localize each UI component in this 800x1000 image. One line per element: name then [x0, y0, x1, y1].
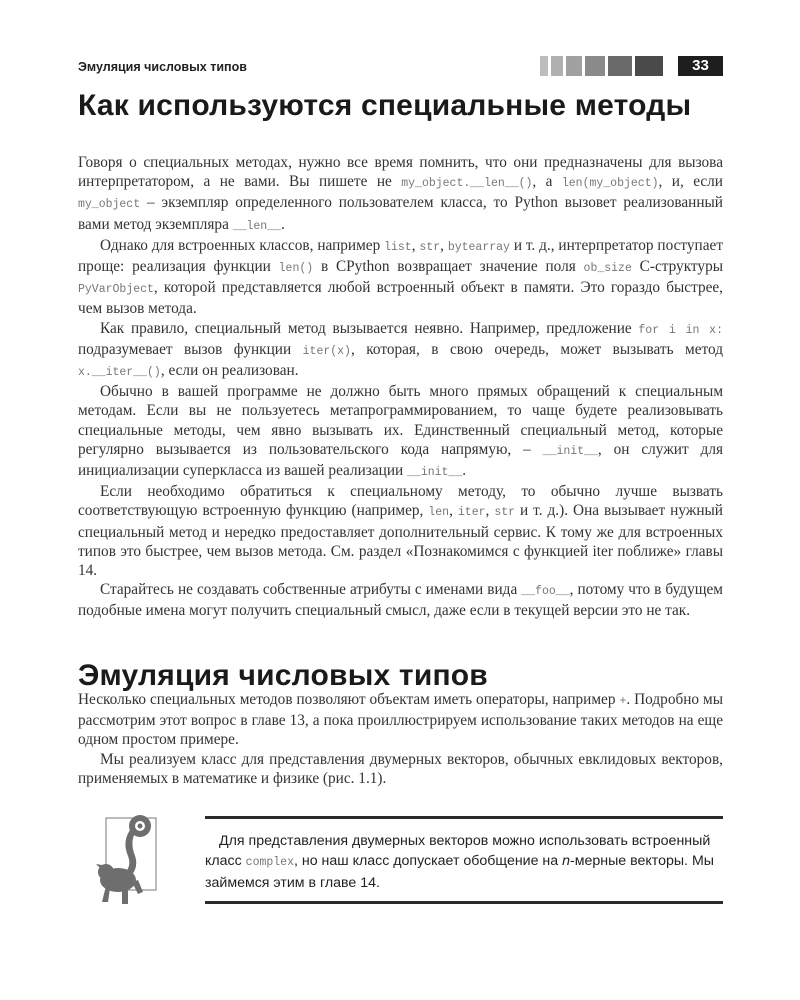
- text-run: ,: [449, 502, 458, 520]
- paragraph: [78, 750, 723, 788]
- text-run: – экземпляр определенного пользователем класса, то Python вызовет реализованный вами метод экземпляра: [78, 194, 723, 233]
- text-run: , а: [532, 173, 562, 191]
- italic-text: n: [562, 853, 570, 869]
- inline-code: bytearray: [447, 240, 510, 254]
- text-run: , которой представляется любой встроенный объект в памяти. Это гораздо быстрее, чем вызов метода.: [78, 279, 723, 318]
- section-body-numeric-types: [78, 690, 723, 788]
- inline-code: len(my_object): [561, 177, 659, 191]
- paragraph: [78, 482, 723, 580]
- inline-code: complex: [245, 856, 294, 869]
- text-run: , которая, в свою очередь, может вызывать метод: [350, 340, 723, 358]
- running-header: Эмуляция числовых типов: [78, 60, 247, 74]
- inline-code: my_object.__len__(): [401, 177, 533, 191]
- header-bar: [540, 56, 548, 76]
- inline-code: my_object: [78, 198, 141, 212]
- inline-code: x.__iter__(): [78, 366, 161, 380]
- text-run: .: [281, 215, 285, 233]
- inline-code: len(): [278, 262, 314, 276]
- inline-code: __foo__: [521, 585, 570, 599]
- header-bar: [566, 56, 582, 76]
- header-bar: [551, 56, 563, 76]
- text-run: ,: [411, 236, 420, 254]
- inline-code: __init__: [407, 466, 463, 480]
- paragraph: [78, 319, 723, 383]
- inline-code: iter: [457, 506, 486, 520]
- section-body-special-methods: [78, 153, 723, 621]
- inline-code: ob_size: [583, 262, 632, 276]
- text-run: ,: [440, 236, 448, 254]
- inline-code: __init__: [542, 444, 598, 458]
- paragraph: [78, 690, 723, 750]
- text-run: -мерные векторы. Мы займемся этим в главе 14.: [205, 853, 714, 891]
- text-run: , потому что в будущем подобные имена могут получить специальный смысл, даже если в текущей версии это не так.: [78, 581, 723, 620]
- text-run: и т. д.). Она вызывает нужный специальный метод и нередко предоставляет дополнительный сервис. К тому же для встроенных типов это быстрее, чем вызов метода. См. раздел «Познакомимся с функцией iter поближе» главы 14.: [78, 502, 723, 580]
- text-run: Если необходимо обратиться к специальному методу, то обычно лучше вызвать соответствующую встроенную функцию (например,: [78, 483, 723, 520]
- section-heading-numeric-types: Эмуляция числовых типов: [78, 659, 488, 692]
- text-run: Несколько специальных методов позволяют объектам иметь операторы, например: [78, 691, 620, 708]
- header-decoration-bars: [540, 56, 666, 76]
- text-run: Как правило, специальный метод вызывается неявно. Например, предложение: [100, 319, 639, 337]
- text-run: C-структуры: [631, 258, 723, 276]
- text-run: в CPython возвращает значение поля: [313, 258, 584, 276]
- text-run: , и, если: [658, 173, 723, 191]
- text-run: . Подробно мы рассмотрим этот вопрос в главе 13, а пока проиллюстрируем использование таких методов на еще одном простом примере.: [78, 691, 723, 749]
- inline-code: str: [494, 506, 516, 520]
- inline-code: +: [619, 695, 627, 708]
- text-run: , он служит для инициализации суперкласса из вашей реализации: [78, 440, 723, 480]
- inline-code: iter(x): [302, 344, 351, 358]
- text-run: подразумевает вызов функции: [78, 340, 303, 358]
- inline-code: __len__: [232, 219, 282, 233]
- text-run: Для представления двумерных векторов можно использовать встроенный класс: [205, 833, 711, 869]
- text-run: ,: [485, 502, 495, 520]
- inline-code: PyVarObject: [78, 283, 154, 297]
- text-run: , но наш класс допускает обобщение на: [293, 853, 563, 869]
- inline-code: for i in x:: [638, 323, 723, 337]
- paragraph: [78, 382, 723, 482]
- text-run: Обычно в вашей программе не должно быть много прямых обращений к специальным методам. Если вы не пользуетесь метапрограммированием, то чаще будете реализовывать специальные методы, чем явно вызывать их. Единственный специальный метод, которые регулярно вызывается из пользовательского кода напрямую, –: [78, 383, 723, 458]
- text-run: Говоря о специальных методах, нужно все время помнить, что они предназначены для вызова интерпретатором, а не вами. Вы пишете не: [78, 154, 723, 191]
- note-box: [205, 816, 723, 904]
- header-bar: [608, 56, 632, 76]
- lemur-icon: [92, 812, 172, 912]
- inline-code: str: [419, 240, 441, 254]
- paragraph: [78, 153, 723, 236]
- header-bar: [585, 56, 605, 76]
- section-heading-special-methods: Как используются специальные методы: [78, 89, 692, 122]
- inline-code: list: [384, 240, 412, 254]
- text-run: Однако для встроенных классов, например: [100, 236, 385, 254]
- paragraph: [78, 580, 723, 620]
- text-run: Мы реализуем класс для представления двумерных векторов, обычных евклидовых векторов, применяемых в математике и физике (рис. 1.1).: [78, 750, 723, 787]
- text-run: , если он реализован.: [160, 362, 299, 380]
- inline-code: len: [428, 506, 450, 520]
- note-text: [205, 831, 723, 893]
- text-run: и т. д., интерпретатор поступает проще: реализация функции: [78, 236, 724, 276]
- text-run: .: [462, 462, 467, 480]
- paragraph: [78, 236, 723, 319]
- page-number: 33: [678, 56, 723, 76]
- header-bar: [635, 56, 663, 76]
- text-run: Старайтесь не создавать собственные атрибуты с именами вида: [100, 581, 522, 599]
